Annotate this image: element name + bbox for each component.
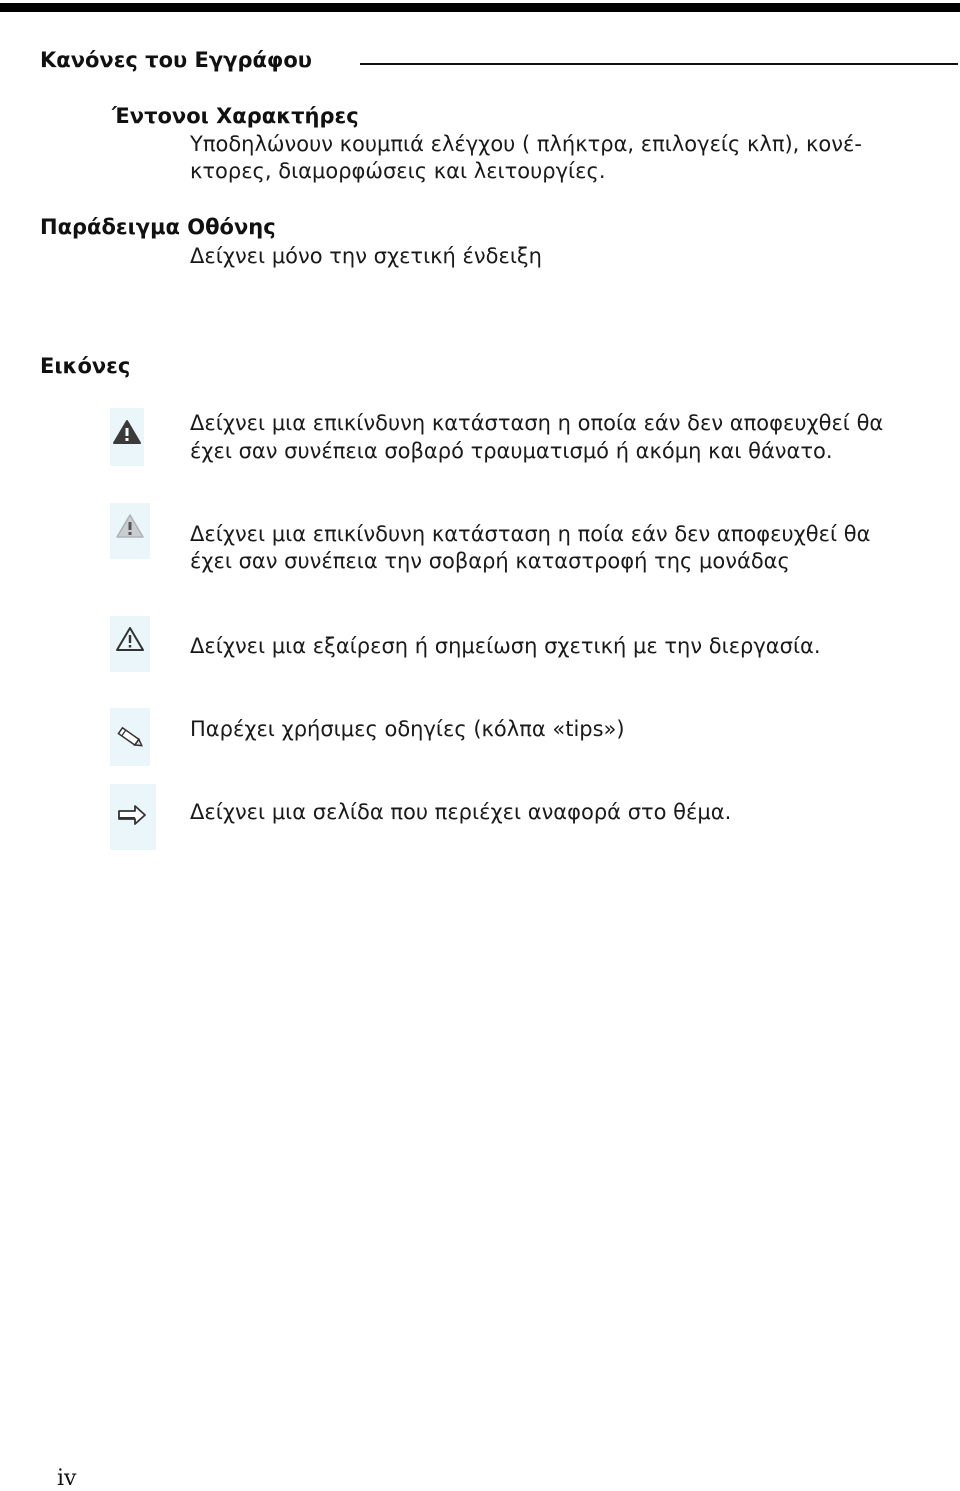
icon-item-2-line1: Δείχνει μια επικίνδυνη κατάσταση η ποία εάν δεν αποφευχθεί θα bbox=[190, 522, 871, 546]
bold-characters-desc-line2: κτορες, διαμορφώσεις και λειτουργίες. bbox=[190, 159, 606, 183]
caution-gray-icon bbox=[110, 503, 150, 559]
screen-example-title: Παράδειγμα Οθόνης bbox=[40, 215, 276, 239]
icon-item-2-line2: έχει σαν συνέπεια την σοβαρή καταστροφή της μονάδας bbox=[190, 549, 790, 573]
warning-outline-icon bbox=[110, 616, 150, 672]
top-border-bar bbox=[0, 3, 960, 12]
icon-item-3-line1: Δείχνει μια εξαίρεση ή σημείωση σχετική με την διεργασία. bbox=[190, 634, 821, 658]
icon-item-1-line1: Δείχνει μια επικίνδυνη κατάσταση η οποία εάν δεν αποφευχθεί θα bbox=[190, 411, 884, 435]
bold-characters-desc-line1: Υποδηλώνουν κουμπιά ελέγχου ( πλήκτρα, επιλογείς κλπ), κονέ- bbox=[190, 132, 862, 156]
icons-section-title: Εικόνες bbox=[40, 354, 131, 378]
pencil-icon bbox=[110, 708, 150, 766]
bold-characters-title: Έντονοι Χαρακτήρες bbox=[112, 104, 359, 128]
document-conventions-heading: Κανόνες του Εγγράφου bbox=[40, 48, 312, 72]
icon-item-5-line1: Δείχνει μια σελίδα που περιέχει αναφορά στο θέμα. bbox=[190, 800, 732, 824]
heading-divider bbox=[360, 63, 958, 65]
icon-item-4-line1: Παρέχει χρήσιμες οδηγίες (κόλπα «tips») bbox=[190, 717, 625, 741]
screen-example-desc: Δείχνει μόνο την σχετική ένδειξη bbox=[190, 244, 542, 268]
arrow-right-icon bbox=[110, 784, 156, 850]
page-number: iv bbox=[57, 1466, 77, 1491]
warning-filled-icon bbox=[110, 408, 144, 466]
icon-item-1-line2: έχει σαν συνέπεια σοβαρό τραυματισμό ή ακόμη και θάνατο. bbox=[190, 439, 833, 463]
